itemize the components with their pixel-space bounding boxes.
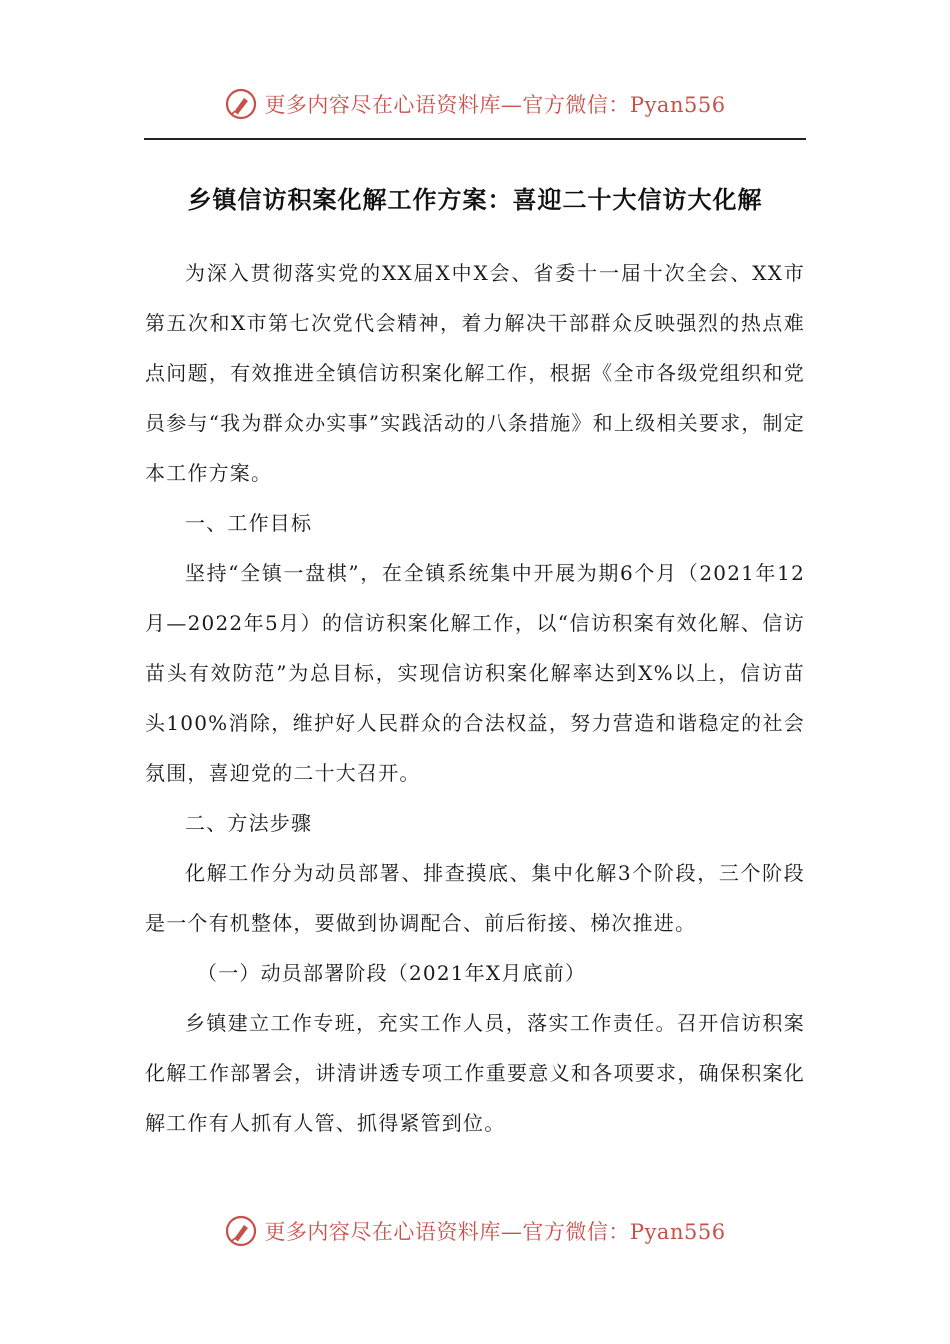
section-heading-goals: 一、工作目标 [185, 511, 313, 535]
document-title: 乡镇信访积案化解工作方案：喜迎二十大信访大化解 [187, 186, 763, 214]
steps-paragraph: 化解工作分为动员部署、排查摸底、集中化解3个阶段，三个阶段是一个有机整体，要做到协调配合、前后衔接、梯次推进。 [145, 861, 805, 935]
goals-paragraph: 坚持“全镇一盘棋”，在全镇系统集中开展为期6个月（2021年12月—2022年5月）的信访积案化解工作，以“信访积案有效化解、信访苗头有效防范”为总目标，实现信访积案化解率达到X%以上，信访苗头100%消除，维护好人民群众的合法权益，努力营造和谐稳定的社会氛围，喜迎党的二十大召开。 [145, 561, 805, 785]
watermark-text: 更多内容尽在心语资料库—官方微信：Pyan556 [264, 93, 726, 117]
header-divider [144, 138, 806, 140]
pen-nib-logo-icon [224, 87, 258, 121]
pen-nib-logo-icon [224, 1214, 258, 1248]
section-heading-steps: 二、方法步骤 [185, 811, 313, 835]
watermark-text: 更多内容尽在心语资料库—官方微信：Pyan556 [264, 1220, 726, 1244]
intro-paragraph: 为深入贯彻落实党的XX届X中X会、省委十一届十次全会、XX市第五次和X市第七次党代会精神，着力解决干部群众反映强烈的热点难点问题，有效推进全镇信访积案化解工作，根据《全市各级党组织和党员参与“我为群众办实事”实践活动的八条措施》和上级相关要求，制定本工作方案。 [145, 261, 805, 485]
mobilization-paragraph: 乡镇建立工作专班，充实工作人员，落实工作责任。召开信访积案化解工作部署会，讲清讲透专项工作重要意义和各项要求，确保积案化解工作有人抓有人管、抓得紧管到位。 [145, 1011, 805, 1135]
document-body [145, 248, 805, 1148]
header-watermark-banner [0, 84, 950, 124]
subsection-heading-mobilization: （一）动员部署阶段（2021年X月底前） [197, 961, 587, 985]
footer-watermark-banner [0, 1211, 950, 1251]
